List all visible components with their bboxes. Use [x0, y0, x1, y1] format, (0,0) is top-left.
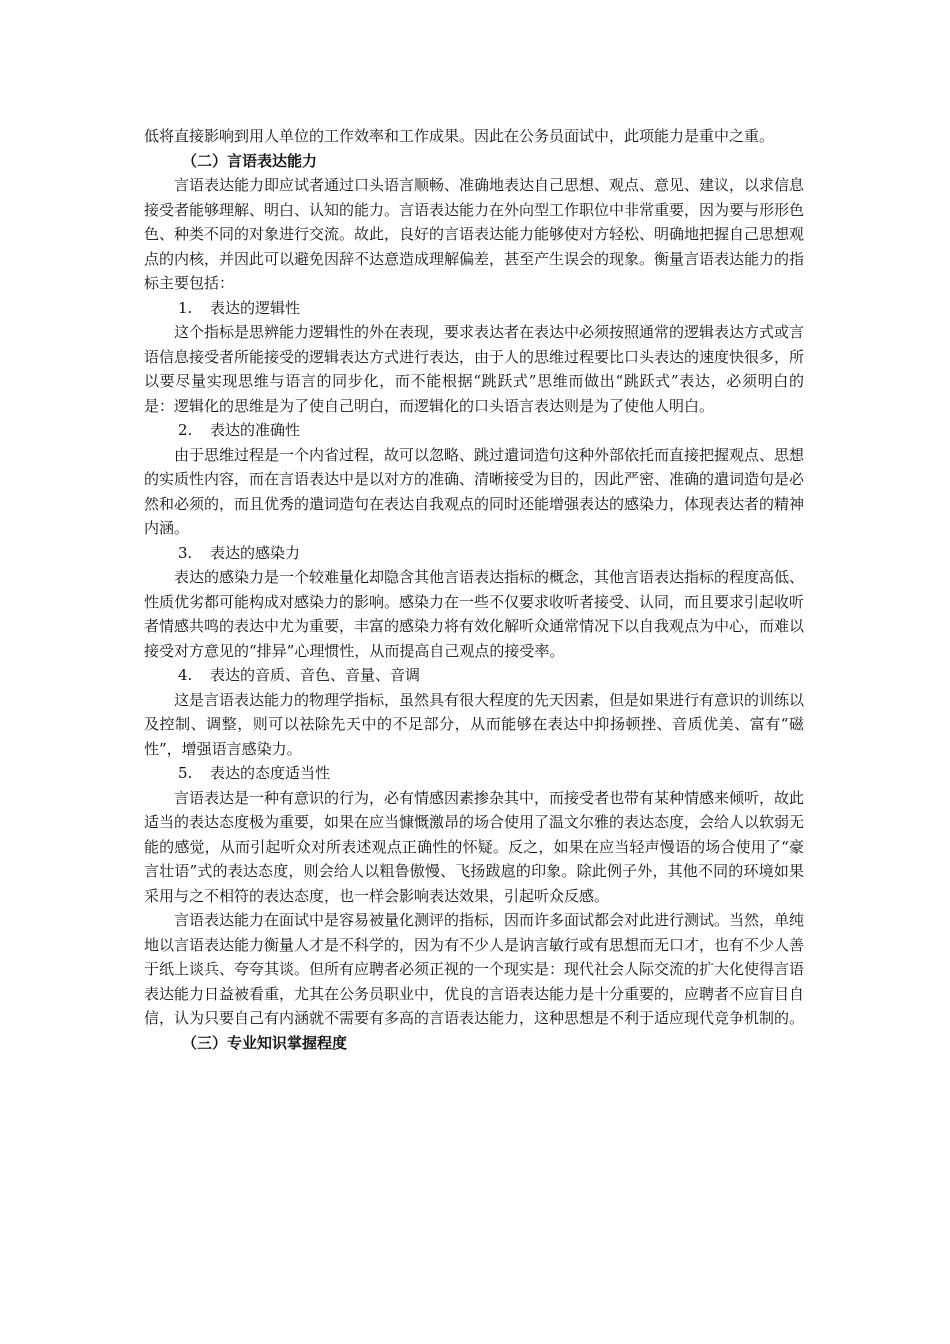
conclusion-paragraph: 言语表达能力在面试中是容易被量化测评的指标，因而许多面试都会对此进行测试。当然，单纯地以言语表达能力衡量人才是不科学的，因为有不少人是讷言敏行或有思想而无口才，也有不少人善于纸上谈兵、夸夸其谈。但所有应聘者必须正视的一个现实是：现代社会人际交流的扩大化使得言语表达能力日益被看重，尤其在公务员职业中，优良的言语表达能力是十分重要的，应聘者不应盲目自信，认为只要自己有内涵就不需要有多高的言语表达能力，这种思想是不利于适应现代竞争机制的。: [144, 911, 805, 1027]
item-body-2: 由于思维过程是一个内省过程，故可以忽略、跳过遣词造句这种外部依托而直接把握观点、思想的实质性内容，而在言语表达中是以对方的准确、清晰接受为目的，因此严密、准确的遣词造句是必然和必须的，而且优秀的遣词造句在表达自我观点的同时还能增强表达的感染力，体现表达者的精神内涵。: [144, 445, 805, 537]
overview-paragraph: 言语表达能力即应试者通过口头语言顺畅、准确地表达自己思想、观点、意见、建议，以求信息接受者能够理解、明白、认知的能力。言语表达能力在外向型工作职位中非常重要，因为要与形形色色、种类不同的对象进行交流。故此，良好的言语表达能力能够使对方轻松、明确地把握自己思想观点的内核，并因此可以避免因辞不达意造成理解偏差，甚至产生误会的现象。衡量言语表达能力的指标主要包括：: [144, 176, 805, 292]
item-heading-2: [144, 418, 804, 443]
item-heading-3: [144, 541, 804, 566]
item-body-1: 这个指标是思辨能力逻辑性的外在表现，要求表达者在表达中必须按照通常的逻辑表达方式或言语信息接受者所能接受的逻辑表达方式进行表达，由于人的思维过程要比口头表达的速度快很多，所以要尽量实现思维与语言的同步化，而不能根据“跳跃式”思维而做出“跳跃式”表达，必须明白的是：逻辑化的思维是为了使自己明白，而逻辑化的口头语言表达则是为了使他人明白。: [144, 323, 805, 415]
item-body-4: 这是言语表达能力的物理学指标，虽然具有很大程度的先天因素，但是如果进行有意识的训练以及控制、调整，则可以祛除先天中的不足部分，从而能够在表达中抑扬顿挫、音质优美、富有“磁性”，增强语言感染力。: [144, 690, 805, 758]
section-heading-3: （三）专业知识掌握程度: [182, 1033, 348, 1052]
document-page: [144, 124, 804, 1055]
item-title: 表达的准确性: [210, 421, 301, 439]
item-title: 表达的音质、音色、音量、音调: [210, 666, 421, 684]
item-number: 1.: [178, 298, 193, 317]
item-body-5: 言语表达是一种有意识的行为，必有情感因素掺杂其中，而接受者也带有某种情感来倾听，故此适当的表达态度极为重要，如果在应当慷慨激昂的场合使用了温文尔雅的表达态度，会给人以软弱无能的感觉，从而引起听众对所表述观点正确性的怀疑。反之，如果在应当轻声慢语的场合使用了“豪言壮语”式的表达态度，则会给人以粗鲁傲慢、飞扬跋扈的印象。除此例子外，其他不同的环境如果采用与之不相符的表达态度，也一样会影响表达效果，引起听众反感。: [144, 788, 805, 905]
item-number: 2.: [178, 421, 193, 439]
intro-paragraph: 低将直接影响到用人单位的工作效率和工作成果。因此在公务员面试中，此项能力是重中之重。: [144, 127, 775, 145]
item-number: 5.: [178, 764, 193, 782]
item-title: 表达的感染力: [210, 543, 301, 562]
item-number: 3.: [178, 543, 193, 562]
item-title: 表达的逻辑性: [210, 298, 301, 317]
section-heading-2: （二）言语表达能力: [182, 151, 318, 170]
item-heading-4: [144, 663, 804, 688]
item-heading-1: [144, 296, 804, 321]
item-body-3: 表达的感染力是一个较难量化却隐含其他言语表达指标的概念，其他言语表达指标的程度高低、性质优劣都可能构成对感染力的影响。感染力在一些不仅要求收听者接受、认同，而且要求引起收听者情感共鸣的表达中尤为重要，丰富的感染力将有效化解听众通常情况下以自我观点为中心，而难以接受对方意见的“排异”心理惯性，从而提高自己观点的接受率。: [144, 568, 805, 660]
item-title: 表达的态度适当性: [210, 764, 331, 782]
item-number: 4.: [178, 666, 193, 684]
item-heading-5: [144, 761, 804, 786]
